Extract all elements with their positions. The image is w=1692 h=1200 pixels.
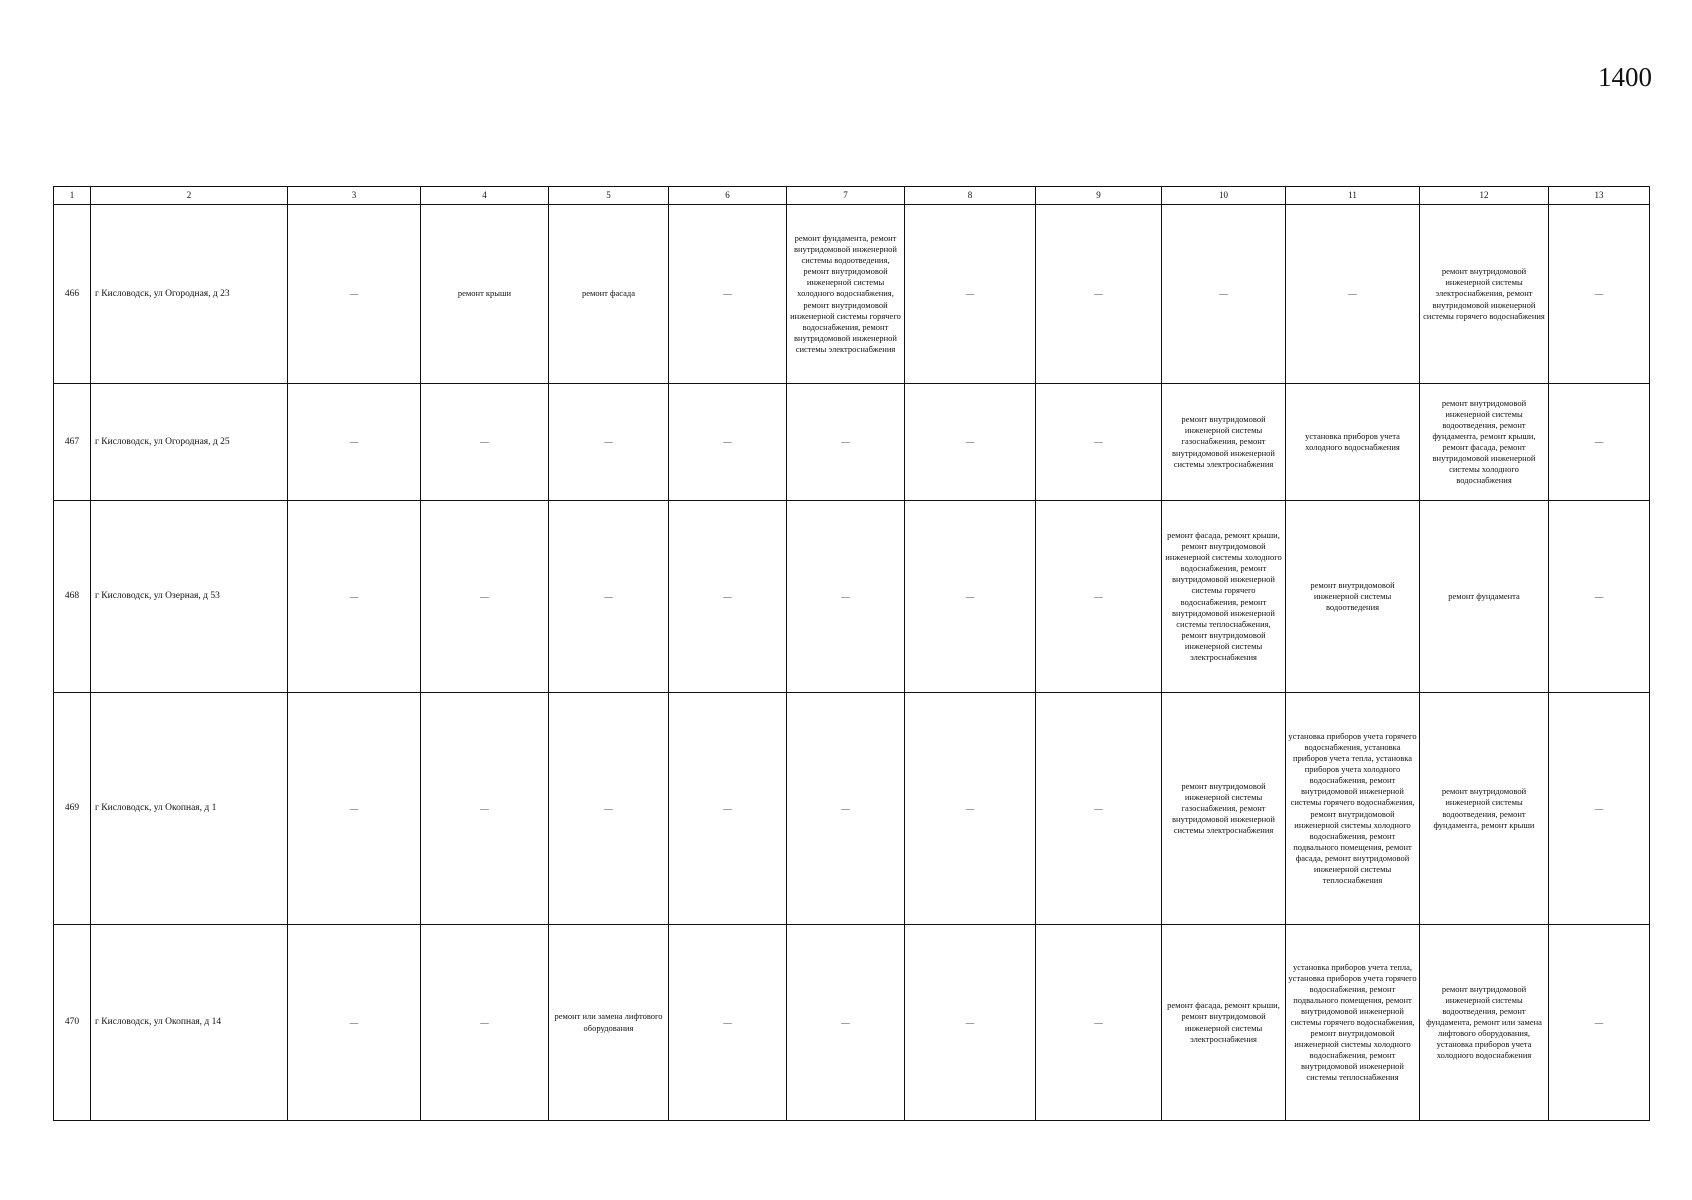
empty-dash-cell: — [1549, 384, 1650, 501]
empty-dash-cell: — [669, 205, 787, 384]
empty-dash-cell: — [1162, 205, 1286, 384]
empty-dash-cell: — [1036, 384, 1162, 501]
work-cell: ремонт внутридомовой инженерной системы водоотведения, ремонт фундамента, ремонт крыши [1420, 693, 1549, 925]
address-cell: г Кисловодск, ул Окопная, д 14 [91, 925, 288, 1121]
empty-dash-cell: — [787, 501, 905, 693]
empty-dash-cell: — [905, 501, 1036, 693]
work-cell: ремонт фундамента, ремонт внутридомовой инженерной системы водоотведения, ремонт внутридомовой инженерной системы холодного водоснабжения, ремонт внутридомовой инженерной системы горячего водоснабжения, ремонт внутридомовой инженерной системы электроснабжения [787, 205, 905, 384]
table-row [54, 925, 1650, 1121]
empty-dash-cell: — [669, 384, 787, 501]
empty-dash-cell: — [1036, 925, 1162, 1121]
row-number: 470 [54, 925, 91, 1121]
empty-dash-cell: — [288, 205, 421, 384]
work-cell: установка приборов учета горячего водоснабжения, установка приборов учета тепла, установка приборов учета холодного водоснабжения, ремонт внутридомовой инженерной системы горячего водоснабжения, ремонт внутридомовой инженерной системы холодного водоснабжения, ремонт подвального помещения, ремонт фасада, ремонт внутридомовой инженерной системы теплоснабжения [1286, 693, 1420, 925]
empty-dash-cell: — [1549, 693, 1650, 925]
column-number: 4 [421, 187, 549, 205]
work-cell: ремонт внутридомовой инженерной системы газоснабжения, ремонт внутридомовой инженерной системы электроснабжения [1162, 384, 1286, 501]
row-number: 467 [54, 384, 91, 501]
column-number-row [54, 187, 1650, 205]
row-number: 468 [54, 501, 91, 693]
column-number: 5 [549, 187, 669, 205]
empty-dash-cell: — [669, 925, 787, 1121]
column-number: 13 [1549, 187, 1650, 205]
empty-dash-cell: — [1286, 205, 1420, 384]
work-cell: ремонт фундамента [1420, 501, 1549, 693]
column-number: 2 [91, 187, 288, 205]
page-number: 1400 [1598, 62, 1652, 92]
empty-dash-cell: — [549, 384, 669, 501]
address-cell: г Кисловодск, ул Озерная, д 53 [91, 501, 288, 693]
empty-dash-cell: — [669, 501, 787, 693]
repair-plan-table [53, 186, 1650, 1121]
column-number: 10 [1162, 187, 1286, 205]
empty-dash-cell: — [288, 501, 421, 693]
table-row [54, 205, 1650, 384]
address-cell: г Кисловодск, ул Огородная, д 23 [91, 205, 288, 384]
column-number: 7 [787, 187, 905, 205]
work-cell: установка приборов учета холодного водоснабжения [1286, 384, 1420, 501]
empty-dash-cell: — [421, 693, 549, 925]
empty-dash-cell: — [421, 501, 549, 693]
empty-dash-cell: — [1036, 501, 1162, 693]
empty-dash-cell: — [549, 501, 669, 693]
row-number: 466 [54, 205, 91, 384]
work-cell: ремонт или замена лифтового оборудования [549, 925, 669, 1121]
work-cell: ремонт внутридомовой инженерной системы электроснабжения, ремонт внутридомовой инженерной системы горячего водоснабжения [1420, 205, 1549, 384]
work-cell: ремонт внутридомовой инженерной системы водоотведения, ремонт фундамента, ремонт крыши, ремонт фасада, ремонт внутридомовой инженерной системы холодного водоснабжения [1420, 384, 1549, 501]
table-row [54, 384, 1650, 501]
work-cell: ремонт фасада, ремонт крыши, ремонт внутридомовой инженерной системы электроснабжения [1162, 925, 1286, 1121]
empty-dash-cell: — [787, 925, 905, 1121]
column-number: 9 [1036, 187, 1162, 205]
table-row [54, 693, 1650, 925]
work-cell: ремонт внутридомовой инженерной системы водоотведения, ремонт фундамента, ремонт или замена лифтового оборудования, установка приборов учета холодного водоснабжения [1420, 925, 1549, 1121]
column-number: 11 [1286, 187, 1420, 205]
empty-dash-cell: — [787, 693, 905, 925]
empty-dash-cell: — [549, 693, 669, 925]
empty-dash-cell: — [905, 384, 1036, 501]
empty-dash-cell: — [1549, 205, 1650, 384]
work-cell: установка приборов учета тепла, установка приборов учета горячего водоснабжения, ремонт подвального помещения, ремонт внутридомовой инженерной системы горячего водоснабжения, ремонт внутридомовой инженерной системы холодного водоснабжения, ремонт внутридомовой инженерной системы теплоснабжения [1286, 925, 1420, 1121]
empty-dash-cell: — [905, 925, 1036, 1121]
empty-dash-cell: — [1549, 925, 1650, 1121]
column-number: 12 [1420, 187, 1549, 205]
row-number: 469 [54, 693, 91, 925]
empty-dash-cell: — [905, 205, 1036, 384]
address-cell: г Кисловодск, ул Огородная, д 25 [91, 384, 288, 501]
address-cell: г Кисловодск, ул Окопная, д 1 [91, 693, 288, 925]
empty-dash-cell: — [1549, 501, 1650, 693]
column-number: 6 [669, 187, 787, 205]
work-cell: ремонт фасада, ремонт крыши, ремонт внутридомовой инженерной системы холодного водоснабжения, ремонт внутридомовой инженерной системы горячего водоснабжения, ремонт внутридомовой инженерной системы теплоснабжения, ремонт внутридомовой инженерной системы электроснабжения [1162, 501, 1286, 693]
work-cell: ремонт фасада [549, 205, 669, 384]
column-number: 3 [288, 187, 421, 205]
empty-dash-cell: — [1036, 693, 1162, 925]
empty-dash-cell: — [288, 693, 421, 925]
column-number: 8 [905, 187, 1036, 205]
empty-dash-cell: — [787, 384, 905, 501]
table-row [54, 501, 1650, 693]
empty-dash-cell: — [421, 925, 549, 1121]
empty-dash-cell: — [669, 693, 787, 925]
work-cell: ремонт крыши [421, 205, 549, 384]
empty-dash-cell: — [288, 384, 421, 501]
empty-dash-cell: — [905, 693, 1036, 925]
work-cell: ремонт внутридомовой инженерной системы газоснабжения, ремонт внутридомовой инженерной системы электроснабжения [1162, 693, 1286, 925]
column-number: 1 [54, 187, 91, 205]
work-cell: ремонт внутридомовой инженерной системы водоотведения [1286, 501, 1420, 693]
empty-dash-cell: — [421, 384, 549, 501]
empty-dash-cell: — [1036, 205, 1162, 384]
empty-dash-cell: — [288, 925, 421, 1121]
